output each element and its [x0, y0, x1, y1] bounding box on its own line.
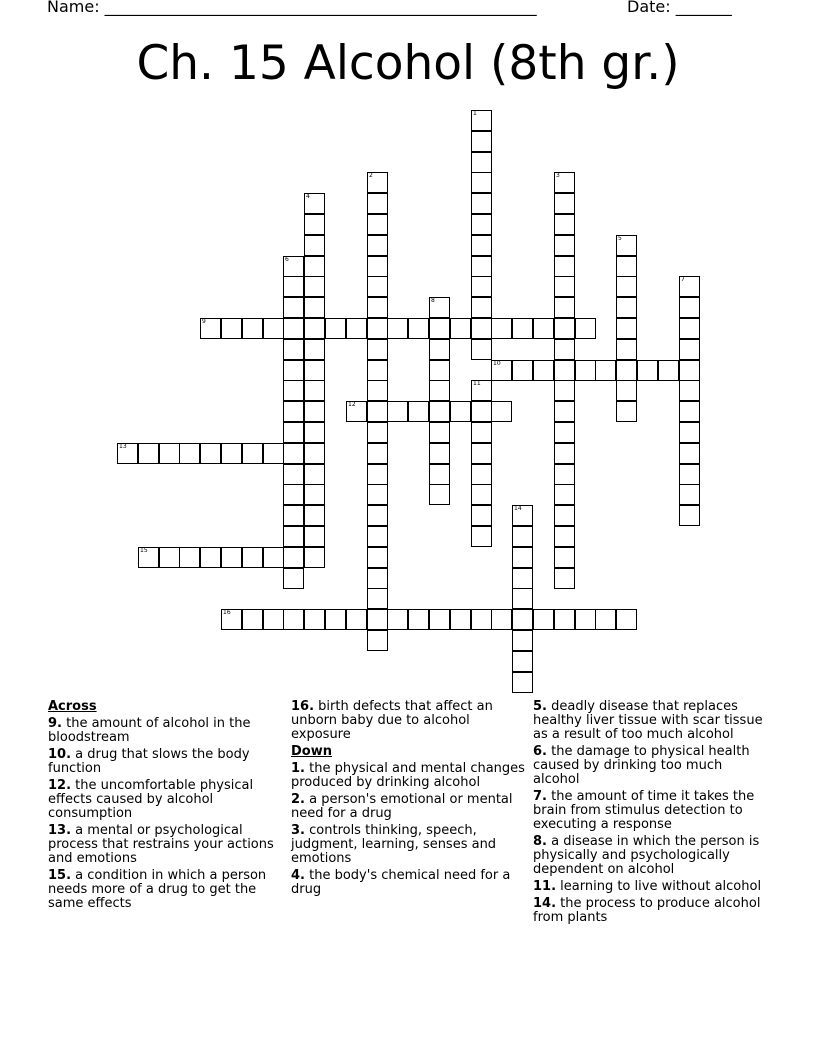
grid-cell[interactable]: [429, 360, 450, 381]
grid-cell[interactable]: [616, 297, 637, 318]
grid-cell[interactable]: [304, 193, 325, 214]
clue-number: 16: [223, 609, 231, 616]
grid-cell[interactable]: [429, 484, 450, 505]
grid-cell[interactable]: [304, 318, 325, 339]
grid-cell[interactable]: [595, 609, 616, 630]
grid-cell[interactable]: [595, 360, 616, 381]
grid-cell[interactable]: [304, 443, 325, 464]
clue-number: 9: [202, 318, 206, 325]
grid-cell[interactable]: [367, 547, 388, 568]
grid-cell[interactable]: [367, 339, 388, 360]
grid-cell[interactable]: [616, 318, 637, 339]
grid-cell[interactable]: [283, 526, 304, 547]
grid-cell[interactable]: [554, 360, 575, 381]
grid-cell[interactable]: [429, 297, 450, 318]
grid-cell[interactable]: [554, 505, 575, 526]
grid-cell[interactable]: [367, 443, 388, 464]
grid-cell[interactable]: [471, 464, 492, 485]
grid-cell[interactable]: [429, 339, 450, 360]
grid-cell[interactable]: [283, 276, 304, 297]
grid-cell[interactable]: [512, 568, 533, 589]
clue-column-3: [533, 700, 768, 928]
grid-cell[interactable]: [429, 401, 450, 422]
date-field-label: Date: _______: [627, 0, 732, 16]
clue-down-14: 14. the process to produce alcohol from plants: [533, 896, 761, 925]
grid-cell[interactable]: [325, 609, 346, 630]
grid-cell[interactable]: [283, 360, 304, 381]
grid-cell[interactable]: [658, 360, 679, 381]
grid-cell[interactable]: [471, 110, 492, 131]
grid-cell[interactable]: [554, 422, 575, 443]
grid-cell[interactable]: [283, 484, 304, 505]
puzzle-title: Ch. 15 Alcohol (8th gr.): [136, 36, 680, 91]
grid-cell[interactable]: [679, 401, 700, 422]
grid-cell[interactable]: [304, 526, 325, 547]
grid-cell[interactable]: [367, 214, 388, 235]
grid-cell[interactable]: [512, 526, 533, 547]
grid-cell[interactable]: [283, 464, 304, 485]
grid-cell[interactable]: [679, 464, 700, 485]
grid-cell[interactable]: [575, 318, 596, 339]
grid-cell[interactable]: [263, 318, 284, 339]
grid-cell[interactable]: [304, 401, 325, 422]
grid-cell[interactable]: [283, 547, 304, 568]
clue-across-12: 12. the uncomfortable physical effects caused by alcohol consumption: [48, 778, 254, 821]
grid-cell[interactable]: [367, 484, 388, 505]
clue-across-9: 9. the amount of alcohol in the bloodstream: [48, 716, 251, 745]
clue-column-2: [291, 700, 526, 900]
grid-cell[interactable]: [554, 297, 575, 318]
grid-cell[interactable]: [367, 588, 388, 609]
grid-cell[interactable]: [450, 609, 471, 630]
grid-cell[interactable]: [554, 256, 575, 277]
grid-cell[interactable]: [554, 443, 575, 464]
clue-down-7: 7. the amount of time it takes the brain from stimulus detection to executing a response: [533, 789, 755, 832]
clue-column-1: [48, 700, 283, 914]
grid-cell[interactable]: [367, 318, 388, 339]
grid-cell[interactable]: [491, 609, 512, 630]
grid-cell[interactable]: [242, 547, 263, 568]
grid-cell[interactable]: [159, 547, 180, 568]
grid-cell[interactable]: [512, 651, 533, 672]
clue-number: 3: [556, 172, 560, 179]
grid-cell[interactable]: [554, 547, 575, 568]
grid-cell[interactable]: [512, 630, 533, 651]
grid-cell[interactable]: [367, 276, 388, 297]
grid-cell[interactable]: [283, 505, 304, 526]
clue-number: 6: [285, 256, 289, 263]
grid-cell[interactable]: [283, 401, 304, 422]
grid-cell[interactable]: [616, 276, 637, 297]
grid-cell[interactable]: [471, 380, 492, 401]
clue-down-2: 2. a person's emotional or mental need for a drug: [291, 792, 513, 821]
grid-cell[interactable]: [471, 484, 492, 505]
clue-across-16: 16. birth defects that affect an unborn baby due to alcohol exposure: [291, 699, 493, 742]
grid-cell[interactable]: [283, 568, 304, 589]
grid-cell[interactable]: [283, 380, 304, 401]
grid-cell[interactable]: [304, 360, 325, 381]
grid-cell[interactable]: [554, 276, 575, 297]
grid-cell[interactable]: [429, 318, 450, 339]
grid-cell[interactable]: [554, 401, 575, 422]
grid-cell[interactable]: [242, 318, 263, 339]
grid-cell[interactable]: [491, 318, 512, 339]
grid-cell[interactable]: [367, 526, 388, 547]
grid-cell[interactable]: [554, 526, 575, 547]
grid-cell[interactable]: [471, 443, 492, 464]
grid-cell[interactable]: [679, 484, 700, 505]
grid-cell[interactable]: [221, 318, 242, 339]
grid-cell[interactable]: [616, 360, 637, 381]
grid-cell[interactable]: [616, 380, 637, 401]
grid-cell[interactable]: [616, 609, 637, 630]
grid-cell[interactable]: [346, 609, 367, 630]
grid-cell[interactable]: [429, 443, 450, 464]
grid-cell[interactable]: [221, 547, 242, 568]
grid-cell[interactable]: [304, 609, 325, 630]
grid-cell[interactable]: [471, 401, 492, 422]
grid-cell[interactable]: [367, 297, 388, 318]
grid-cell[interactable]: [367, 609, 388, 630]
clue-across-15: 15. a condition in which a person needs more of a drug to get the same effects: [48, 868, 267, 911]
grid-cell[interactable]: [554, 318, 575, 339]
grid-cell[interactable]: [367, 401, 388, 422]
grid-cell[interactable]: [304, 214, 325, 235]
clue-down-6: 6. the damage to physical health caused by drinking too much alcohol: [533, 744, 750, 787]
grid-cell[interactable]: [367, 360, 388, 381]
grid-cell[interactable]: [533, 360, 554, 381]
grid-cell[interactable]: [387, 401, 408, 422]
grid-cell[interactable]: [408, 318, 429, 339]
grid-cell[interactable]: [450, 401, 471, 422]
grid-cell[interactable]: [200, 443, 221, 464]
grid-cell[interactable]: [304, 547, 325, 568]
grid-cell[interactable]: [367, 235, 388, 256]
grid-cell[interactable]: [179, 547, 200, 568]
grid-cell[interactable]: [491, 360, 512, 381]
clue-across-10: 10. a drug that slows the body function: [48, 747, 250, 776]
grid-cell[interactable]: [616, 256, 637, 277]
clue-down-11: 11. learning to live without alcohol: [533, 879, 762, 894]
grid-cell[interactable]: [471, 609, 492, 630]
grid-cell[interactable]: [304, 297, 325, 318]
grid-cell[interactable]: [346, 318, 367, 339]
clue-down-5: 5. deadly disease that replaces healthy liver tissue with scar tissue as a result of too much alcohol: [533, 699, 763, 742]
grid-cell[interactable]: [471, 505, 492, 526]
grid-cell[interactable]: [471, 214, 492, 235]
clue-down-1: 1. the physical and mental changes produced by drinking alcohol: [291, 761, 525, 790]
grid-cell[interactable]: [491, 401, 512, 422]
grid-cell[interactable]: [283, 256, 304, 277]
grid-cell[interactable]: [429, 422, 450, 443]
grid-cell[interactable]: [283, 443, 304, 464]
grid-cell[interactable]: [471, 172, 492, 193]
down-heading: Down: [291, 744, 332, 759]
grid-cell[interactable]: [138, 443, 159, 464]
grid-cell[interactable]: [367, 256, 388, 277]
grid-cell[interactable]: [367, 380, 388, 401]
grid-cell[interactable]: [554, 235, 575, 256]
grid-cell[interactable]: [679, 380, 700, 401]
grid-cell[interactable]: [679, 443, 700, 464]
grid-cell[interactable]: [179, 443, 200, 464]
grid-cell[interactable]: [283, 297, 304, 318]
grid-cell[interactable]: [554, 193, 575, 214]
clue-across-13: 13. a mental or psychological process that restrains your actions and emotions: [48, 823, 274, 866]
grid-cell[interactable]: [242, 609, 263, 630]
grid-cell[interactable]: [367, 568, 388, 589]
grid-cell[interactable]: [533, 609, 554, 630]
grid-cell[interactable]: [346, 401, 367, 422]
grid-cell[interactable]: [200, 318, 221, 339]
name-field-label: Name: ______________________________________________________: [47, 0, 537, 16]
grid-cell[interactable]: [512, 547, 533, 568]
clue-number: 5: [618, 235, 622, 242]
grid-cell[interactable]: [283, 609, 304, 630]
grid-cell[interactable]: [283, 318, 304, 339]
clue-number: 13: [119, 443, 127, 450]
grid-cell[interactable]: [221, 609, 242, 630]
clue-number: 1: [473, 110, 477, 117]
grid-cell[interactable]: [159, 443, 180, 464]
grid-cell[interactable]: [554, 464, 575, 485]
grid-cell[interactable]: [304, 235, 325, 256]
grid-cell[interactable]: [367, 172, 388, 193]
grid-cell[interactable]: [554, 609, 575, 630]
grid-cell[interactable]: [471, 276, 492, 297]
clue-number: 8: [431, 297, 435, 304]
grid-cell[interactable]: [533, 318, 554, 339]
clue-number: 2: [369, 172, 373, 179]
grid-cell[interactable]: [283, 339, 304, 360]
clue-number: 10: [493, 360, 501, 367]
grid-cell[interactable]: [304, 276, 325, 297]
grid-cell[interactable]: [221, 443, 242, 464]
grid-cell[interactable]: [304, 484, 325, 505]
grid-cell[interactable]: [512, 505, 533, 526]
clue-number: 12: [348, 401, 356, 408]
grid-cell[interactable]: [387, 318, 408, 339]
grid-cell[interactable]: [263, 609, 284, 630]
grid-cell[interactable]: [575, 360, 596, 381]
grid-cell[interactable]: [263, 443, 284, 464]
grid-cell[interactable]: [679, 360, 700, 381]
grid-cell[interactable]: [471, 193, 492, 214]
grid-cell[interactable]: [304, 505, 325, 526]
grid-cell[interactable]: [554, 568, 575, 589]
grid-cell[interactable]: [408, 401, 429, 422]
grid-cell[interactable]: [242, 443, 263, 464]
grid-cell[interactable]: [471, 256, 492, 277]
grid-cell[interactable]: [450, 318, 471, 339]
grid-cell[interactable]: [304, 422, 325, 443]
grid-cell[interactable]: [471, 297, 492, 318]
grid-cell[interactable]: [471, 131, 492, 152]
grid-cell[interactable]: [429, 609, 450, 630]
grid-cell[interactable]: [367, 505, 388, 526]
clue-number: 11: [473, 380, 481, 387]
clue-number: 14: [514, 505, 522, 512]
across-heading: Across: [48, 699, 97, 714]
grid-cell[interactable]: [471, 422, 492, 443]
grid-cell[interactable]: [679, 318, 700, 339]
clue-down-4: 4. the body's chemical need for a drug: [291, 868, 511, 897]
grid-cell[interactable]: [367, 422, 388, 443]
grid-cell[interactable]: [117, 443, 138, 464]
grid-cell[interactable]: [325, 318, 346, 339]
grid-cell[interactable]: [304, 339, 325, 360]
grid-cell[interactable]: [367, 193, 388, 214]
grid-cell[interactable]: [283, 422, 304, 443]
grid-cell[interactable]: [367, 464, 388, 485]
grid-cell[interactable]: [471, 318, 492, 339]
grid-cell[interactable]: [429, 464, 450, 485]
grid-cell[interactable]: [367, 630, 388, 651]
clue-number: 7: [681, 276, 685, 283]
grid-cell[interactable]: [512, 318, 533, 339]
grid-cell[interactable]: [471, 526, 492, 547]
grid-cell[interactable]: [408, 609, 429, 630]
grid-cell[interactable]: [304, 256, 325, 277]
grid-cell[interactable]: [554, 172, 575, 193]
grid-cell[interactable]: [679, 297, 700, 318]
grid-cell[interactable]: [304, 464, 325, 485]
grid-cell[interactable]: [512, 609, 533, 630]
grid-cell[interactable]: [512, 672, 533, 693]
grid-cell[interactable]: [554, 380, 575, 401]
clue-number: 4: [306, 193, 310, 200]
grid-cell[interactable]: [554, 214, 575, 235]
grid-cell[interactable]: [679, 422, 700, 443]
grid-cell[interactable]: [429, 380, 450, 401]
grid-cell[interactable]: [616, 339, 637, 360]
clue-down-3: 3. controls thinking, speech, judgment, learning, senses and emotions: [291, 823, 497, 866]
grid-cell[interactable]: [304, 380, 325, 401]
grid-cell[interactable]: [554, 484, 575, 505]
clue-down-8: 8. a disease in which the person is physically and psychologically dependent on alcohol: [533, 834, 760, 877]
grid-cell[interactable]: [200, 547, 221, 568]
grid-cell[interactable]: [512, 360, 533, 381]
grid-cell[interactable]: [679, 276, 700, 297]
grid-cell[interactable]: [471, 339, 492, 360]
grid-cell[interactable]: [616, 235, 637, 256]
grid-cell[interactable]: [263, 547, 284, 568]
grid-cell[interactable]: [575, 609, 596, 630]
grid-cell[interactable]: [616, 401, 637, 422]
grid-cell[interactable]: [471, 235, 492, 256]
grid-cell[interactable]: [387, 609, 408, 630]
grid-cell[interactable]: [637, 360, 658, 381]
grid-cell[interactable]: [138, 547, 159, 568]
grid-cell[interactable]: [512, 588, 533, 609]
grid-cell[interactable]: [679, 339, 700, 360]
clue-number: 15: [140, 547, 148, 554]
grid-cell[interactable]: [471, 152, 492, 173]
grid-cell[interactable]: [554, 339, 575, 360]
grid-cell[interactable]: [679, 505, 700, 526]
